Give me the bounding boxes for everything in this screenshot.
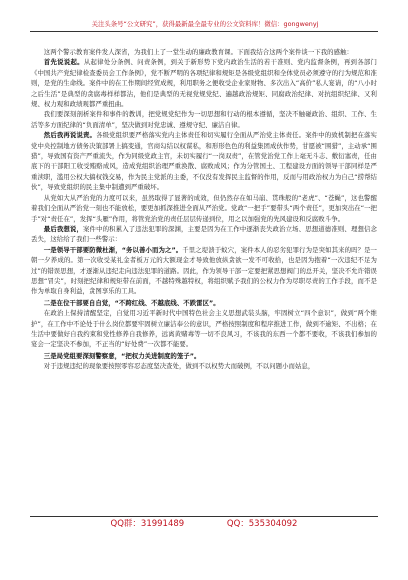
paragraph-point-three [31,361,377,371]
paragraph-text: 各级党组织要严格落实党内主体责任和切实履行全面从严治党主体责任。案件中的致机制把在落实党中央控制地方债务决策部署上搞变通，官商勾结以权谋私，和形形色色的利益集团成伙作势，甘愿被“围猎”，主动承“围猎”，导致国有资产严重流失，作为同级党政主官，未切实履行“一岗双责”，在管党治党工作上毫无斗志、敷衍塞责，任由底下的干部阳工收受贿赂成风，造成党组织治理严重涣散、腐败成风；作为分管国土、工程建设方面的领导干部同样是严重渎职，滥用公权大搞权钱交易，作为民主党派的主委，不仅没有发挥民主监督的作用，反而与用政治权力为自己“捞帮结伙”，导致党组织的民主集中制遭到严重破坏。 [31,131,377,192]
paragraph-responsibility [31,130,377,192]
paragraph-lead: 首先说说起。 [43,58,84,67]
paragraph-point-two [31,308,377,350]
section-heading-two: 二是在位干部要自自觉，“不跨红线、不越底线、不跌雷区”。 [43,298,220,307]
paragraph-discipline [31,57,377,109]
paragraph-text: 千里之堤溃于蚁穴，案件本人的忍劣犯罪行为是突如其来的吗？是一朝一夕养成的。第一次收受某礼金者板万元的大额现金才导致他放纵贪欲一发不可收拾，也是因为抱着“一次违纪不足为过”的错误思想，才逐渐从违纪走向违法犯罪的道路。因此，作为领导干部一定要把紧思想阀门的总开关，坚决不允许错误思想“冒尖”，时刻把纪律和规矩带在前面，不越特殊越特权，将组织赋予我们的公权力作为尽职尽责的工作手段，而不是作为单取自身利益，贪图享乐的工具。 [31,245,378,296]
paragraph-text: 从起律处分条例、问责条例，到关于新形势下党内政治生活的若干准则、党内监督条例，再到各部门《中国共产党纪律检查委员会工作条例》，党不断严明的各项纪律和规矩是各级党组织和全体党员必须遵守的行为规范和准则，是党的生命线。案件中的在工作期间经贸成规，利用职务之便收受企业家财物、多次出入“高价”私人宴请，的“八小时之后生活”是典型的贪腐毒样样都沾，他们是典型的无视党规党纪、遍越政治规矩、同腐政治纪律、对抗组织纪律、又利规、权力观和政绩观都严重扭曲。 [31,58,377,109]
header-banner-text: 关注头条号“公文研究”，获得最新最全最专业的公文资料库！微信：gongwenyj [91,20,319,28]
paragraph-text: 这两个警示教育案件发人深省，为我们上了一堂生动的廉政教育课。下面我结合这两个案件谈一下我的感触： [43,48,353,56]
header-divider [30,31,378,32]
paragraph-point-one [31,245,377,297]
paragraph-text: 案件中的积累入了违法犯罪的深渊，主要是因为在工作中逐渐丧失政治立场、思想道德准则、理想信念丢失，这给给了我们一些警示： [31,224,377,244]
page-header [0,0,408,46]
paragraph-lead: 一是领导干部要防微杜渐，“务以善小而为之”。 [43,245,183,254]
paragraph-text: 我们要深刻剖析案件和事件的教训，把党规党纪作为一切思想和行动的根本遵循，坚决不触碰政治、组织、工作、生活等多方面纪律的“负面清单”，坚决做到对党忠诚、遵规守纪、廉洁自律。 [31,110,377,129]
paragraph-intro [31,47,377,57]
section-heading-three: 三是局党组要深刻警察意，“把权力关进制度的笼子”。 [43,351,201,360]
document-body [31,47,377,372]
paragraph-text: 从党如大从严治党的力度可以来，虽然取得了显著的成效，但仍然存在如马崩、贯珠般的“老虎”、“苍蝇”，这也警醒着我们全面从严治党一刻也不能放松，要更加抓深推进全面从严治党。党政“一把手”要带头“两个责任”，更加突出在“一把手”对“责任在”，发挥“头雁”作用，将管党治党的责任层层传递到位，用之以加强党的先风建设和反腐败斗争。 [31,193,377,223]
paragraph-lead: 然后我再说说责。 [43,131,97,140]
footer-qq-group: QQ群：31991489 [110,519,185,529]
paragraph-lead: 最后我想说， [43,224,84,233]
paragraph-conclusion [31,224,377,245]
footer-divider [30,516,378,517]
footer-qq-contact: QQ：535304092 [226,519,298,529]
paragraph-strict-governance [31,193,377,224]
paragraph-lessons [31,109,377,130]
paragraph-text: 在政治上保持清醒坚定，自觉用习近平新时代中国特色社会主义思想武装头脑，牢固树立“四个意识”，做到“两个维护”，在工作中不论处于什么岗位都要牢固树立廉洁奉公的意识，严格按照制度和程序推进工作，做到不逾矩、不出格；在生活中要做好自我约束和党性修养自我修养，远离黄赌毒等一切不良风习，不该我的东西一个都不要收，不该我们参加的宴会一定坚决不参加，不正当的“好处费”一次都不能要。 [31,309,377,349]
page-footer [0,518,408,530]
paragraph-text: 对于违规违纪的现象要按照零容忍态度坚决查处，做到不以权势大而破例，不以问题小而姑息， [43,362,315,371]
